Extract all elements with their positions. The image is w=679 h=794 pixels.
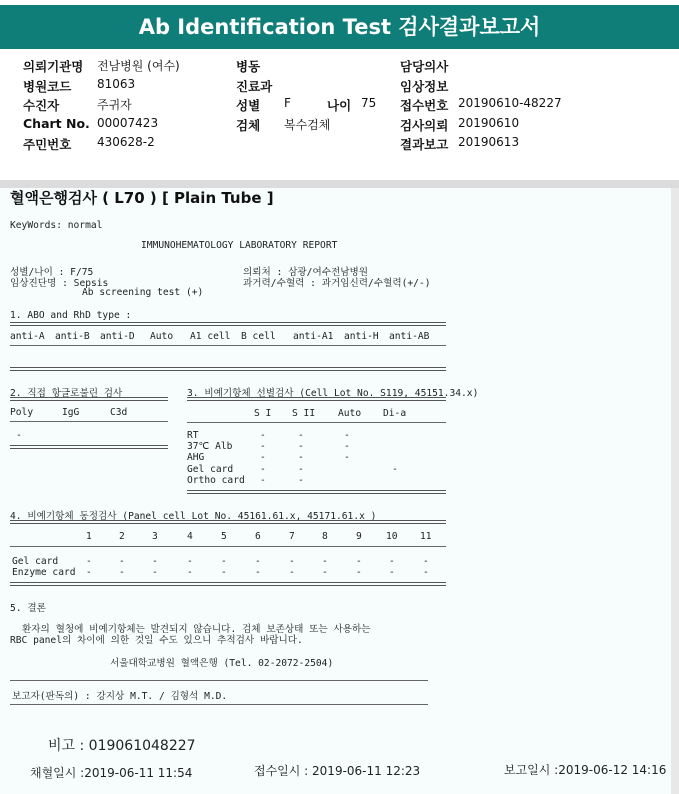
- conclusion-line1: 환자의 혈청에 비예기항체는 발견되지 않습니다. 검체 보존상태 또는 사용하는: [22, 624, 371, 635]
- s4-cell: -: [389, 556, 395, 567]
- s4-cell: -: [119, 556, 125, 567]
- s3-title: 3. 비예기항체 선별검사 (Cell Lot No. S119, 45151.34.x): [187, 388, 479, 399]
- collection-time: 채혈일시 :2019-06-11 11:54: [30, 766, 193, 780]
- s3-cell: -: [344, 430, 350, 441]
- clinical-diagnosis: 임상진단명 : Sepsis: [10, 278, 109, 289]
- s4-cell: -: [255, 556, 261, 567]
- s3-cell: -: [298, 441, 304, 452]
- s1-col-header: anti-B: [55, 331, 90, 342]
- receipt-time: 접수일시 : 2019-06-11 12:23: [254, 764, 421, 778]
- value-requesting-institution: 전남병원 (여수): [97, 59, 180, 73]
- s3-col-header: Auto: [338, 408, 362, 419]
- s4-cell: -: [221, 556, 227, 567]
- s4-title: 4. 비예기항체 동정검사 (Panel cell Lot No. 45161.61.x, 45171.61.x ): [10, 511, 377, 522]
- s4-col-header: 3: [152, 531, 158, 542]
- label-specimen: 검체: [236, 118, 261, 133]
- s4-cell: -: [187, 556, 193, 567]
- s4-cell: -: [423, 556, 429, 567]
- s3-cell: -: [344, 452, 350, 463]
- value-patient: 주귀자: [97, 98, 132, 112]
- s3-row-label: Gel card: [187, 464, 234, 475]
- label-sex: 성별: [236, 98, 261, 113]
- value-report-date: 20190613: [458, 135, 520, 149]
- s4-cell: -: [423, 567, 429, 578]
- s3-cell: -: [298, 475, 304, 486]
- s4-col-header: 6: [255, 531, 261, 542]
- label-receipt-no: 접수번호: [400, 98, 449, 113]
- value-resident-no: 430628-2: [97, 135, 155, 149]
- s2-col-header: IgG: [62, 407, 80, 418]
- s3-cell: -: [260, 441, 266, 452]
- s4-col-header: 9: [356, 531, 362, 542]
- s3-cell: -: [344, 441, 350, 452]
- s3-cell: -: [392, 464, 398, 475]
- s1-col-header: anti-A: [10, 331, 45, 342]
- report-title: Ab Identification Test 검사결과보고서: [138, 15, 541, 39]
- s4-col-header: 4: [187, 531, 193, 542]
- s4-row-label: Gel card: [12, 556, 59, 567]
- s1-col-header: B cell: [241, 331, 276, 342]
- value-specimen: 복수검체: [284, 118, 331, 132]
- s4-row-label: Enzyme card: [12, 567, 76, 578]
- s1-col-header: anti-A1: [293, 331, 334, 342]
- s2-title: 2. 직접 항글로불린 검사: [10, 388, 123, 399]
- s3-cell: -: [260, 475, 266, 486]
- institution: 서울대학교병원 혈액은행 (Tel. 02-2072-2504): [110, 658, 334, 669]
- label-physician: 담당의사: [400, 59, 449, 74]
- s3-row-label: Ortho card: [187, 475, 245, 486]
- s2-value: -: [16, 430, 22, 441]
- s3-cell: -: [260, 430, 266, 441]
- s1-title: 1. ABO and RhD type :: [10, 310, 132, 321]
- s4-col-header: 11: [420, 531, 432, 542]
- s3-cell: -: [260, 452, 266, 463]
- value-chart-no: 00007423: [97, 116, 159, 130]
- label-age: 나이: [327, 98, 352, 113]
- s1-col-header: Auto: [150, 331, 174, 342]
- s3-col-header: Di-a: [383, 408, 407, 419]
- s4-cell: -: [356, 567, 362, 578]
- label-chart-no: Chart No.: [23, 116, 90, 131]
- reporter: 보고자(판독의) : 강지상 M.T. / 김형석 M.D.: [12, 691, 228, 702]
- s4-cell: -: [322, 567, 328, 578]
- label-department: 진료과: [236, 79, 273, 94]
- label-resident-no: 주민번호: [23, 137, 72, 152]
- s3-cell: -: [298, 464, 304, 475]
- s3-row-label: RT: [187, 430, 199, 441]
- label-requesting-institution: 의뢰기관명: [23, 59, 84, 74]
- s4-cell: -: [389, 567, 395, 578]
- label-ward: 병동: [236, 59, 261, 74]
- s4-cell: -: [152, 567, 158, 578]
- label-report-date: 결과보고: [400, 137, 449, 152]
- value-receipt-no: 20190610-48227: [458, 96, 562, 110]
- report-time: 보고일시 :2019-06-12 14:16: [504, 763, 667, 777]
- s2-col-header: Poly: [10, 407, 34, 418]
- s1-col-header: anti-H: [344, 331, 379, 342]
- s4-col-header: 1: [86, 531, 92, 542]
- conclusion-line2: RBC panel의 차이에 의한 것일 수도 있으니 추적검사 바랍니다.: [10, 635, 303, 646]
- report-section-title: 혈액은행검사 ( L70 ) [ Plain Tube ]: [10, 189, 274, 207]
- s1-col-header: anti-D: [100, 331, 135, 342]
- label-hospital-code: 병원코드: [23, 79, 72, 94]
- s3-cell: -: [260, 464, 266, 475]
- s4-col-header: 7: [289, 531, 295, 542]
- keywords: KeyWords: normal: [10, 220, 103, 231]
- s4-cell: -: [86, 556, 92, 567]
- s4-col-header: 10: [386, 531, 398, 542]
- s4-cell: -: [86, 567, 92, 578]
- s4-cell: -: [289, 567, 295, 578]
- s3-col-header: S I: [254, 408, 272, 419]
- s4-cell: -: [152, 556, 158, 567]
- s4-col-header: 2: [119, 531, 125, 542]
- clinical-diagnosis-detail: Ab screening test (+): [82, 287, 204, 298]
- s3-cell: -: [298, 452, 304, 463]
- s3-col-header: S II: [292, 408, 316, 419]
- s4-cell: -: [187, 567, 193, 578]
- sex-age: 성별/나이 : F/75: [10, 267, 94, 278]
- s4-cell: -: [255, 567, 261, 578]
- label-clinical-info: 임상정보: [400, 79, 449, 94]
- value-hospital-code: 81063: [97, 77, 136, 91]
- s1-col-header: A1 cell: [190, 331, 231, 342]
- s4-cell: -: [322, 556, 328, 567]
- value-age: 75: [361, 96, 377, 110]
- label-patient: 수진자: [23, 98, 60, 113]
- label-request-date: 검사의뢰: [400, 118, 449, 133]
- remark: 비고 : 019061048227: [48, 738, 196, 754]
- value-request-date: 20190610: [458, 116, 520, 130]
- s4-cell: -: [289, 556, 295, 567]
- s3-row-label: 37℃ Alb: [187, 441, 233, 452]
- value-sex: F: [284, 96, 291, 110]
- s3-row-label: AHG: [187, 452, 205, 463]
- s4-cell: -: [119, 567, 125, 578]
- s5-title: 5. 결론: [10, 603, 46, 614]
- s4-col-header: 8: [322, 531, 328, 542]
- s4-col-header: 5: [221, 531, 227, 542]
- requester: 의뢰처 : 삼광/여수전남병원: [243, 267, 369, 278]
- transfusion-history: 과거력/수혈력 : 과거임신력/수혈력(+/-): [243, 278, 431, 289]
- s4-cell: -: [221, 567, 227, 578]
- lab-report-title: IMMUNOHEMATOLOGY LABORATORY REPORT: [141, 240, 338, 251]
- s3-cell: -: [298, 430, 304, 441]
- s1-col-header: anti-AB: [389, 331, 430, 342]
- s2-col-header: C3d: [110, 407, 128, 418]
- s4-cell: -: [356, 556, 362, 567]
